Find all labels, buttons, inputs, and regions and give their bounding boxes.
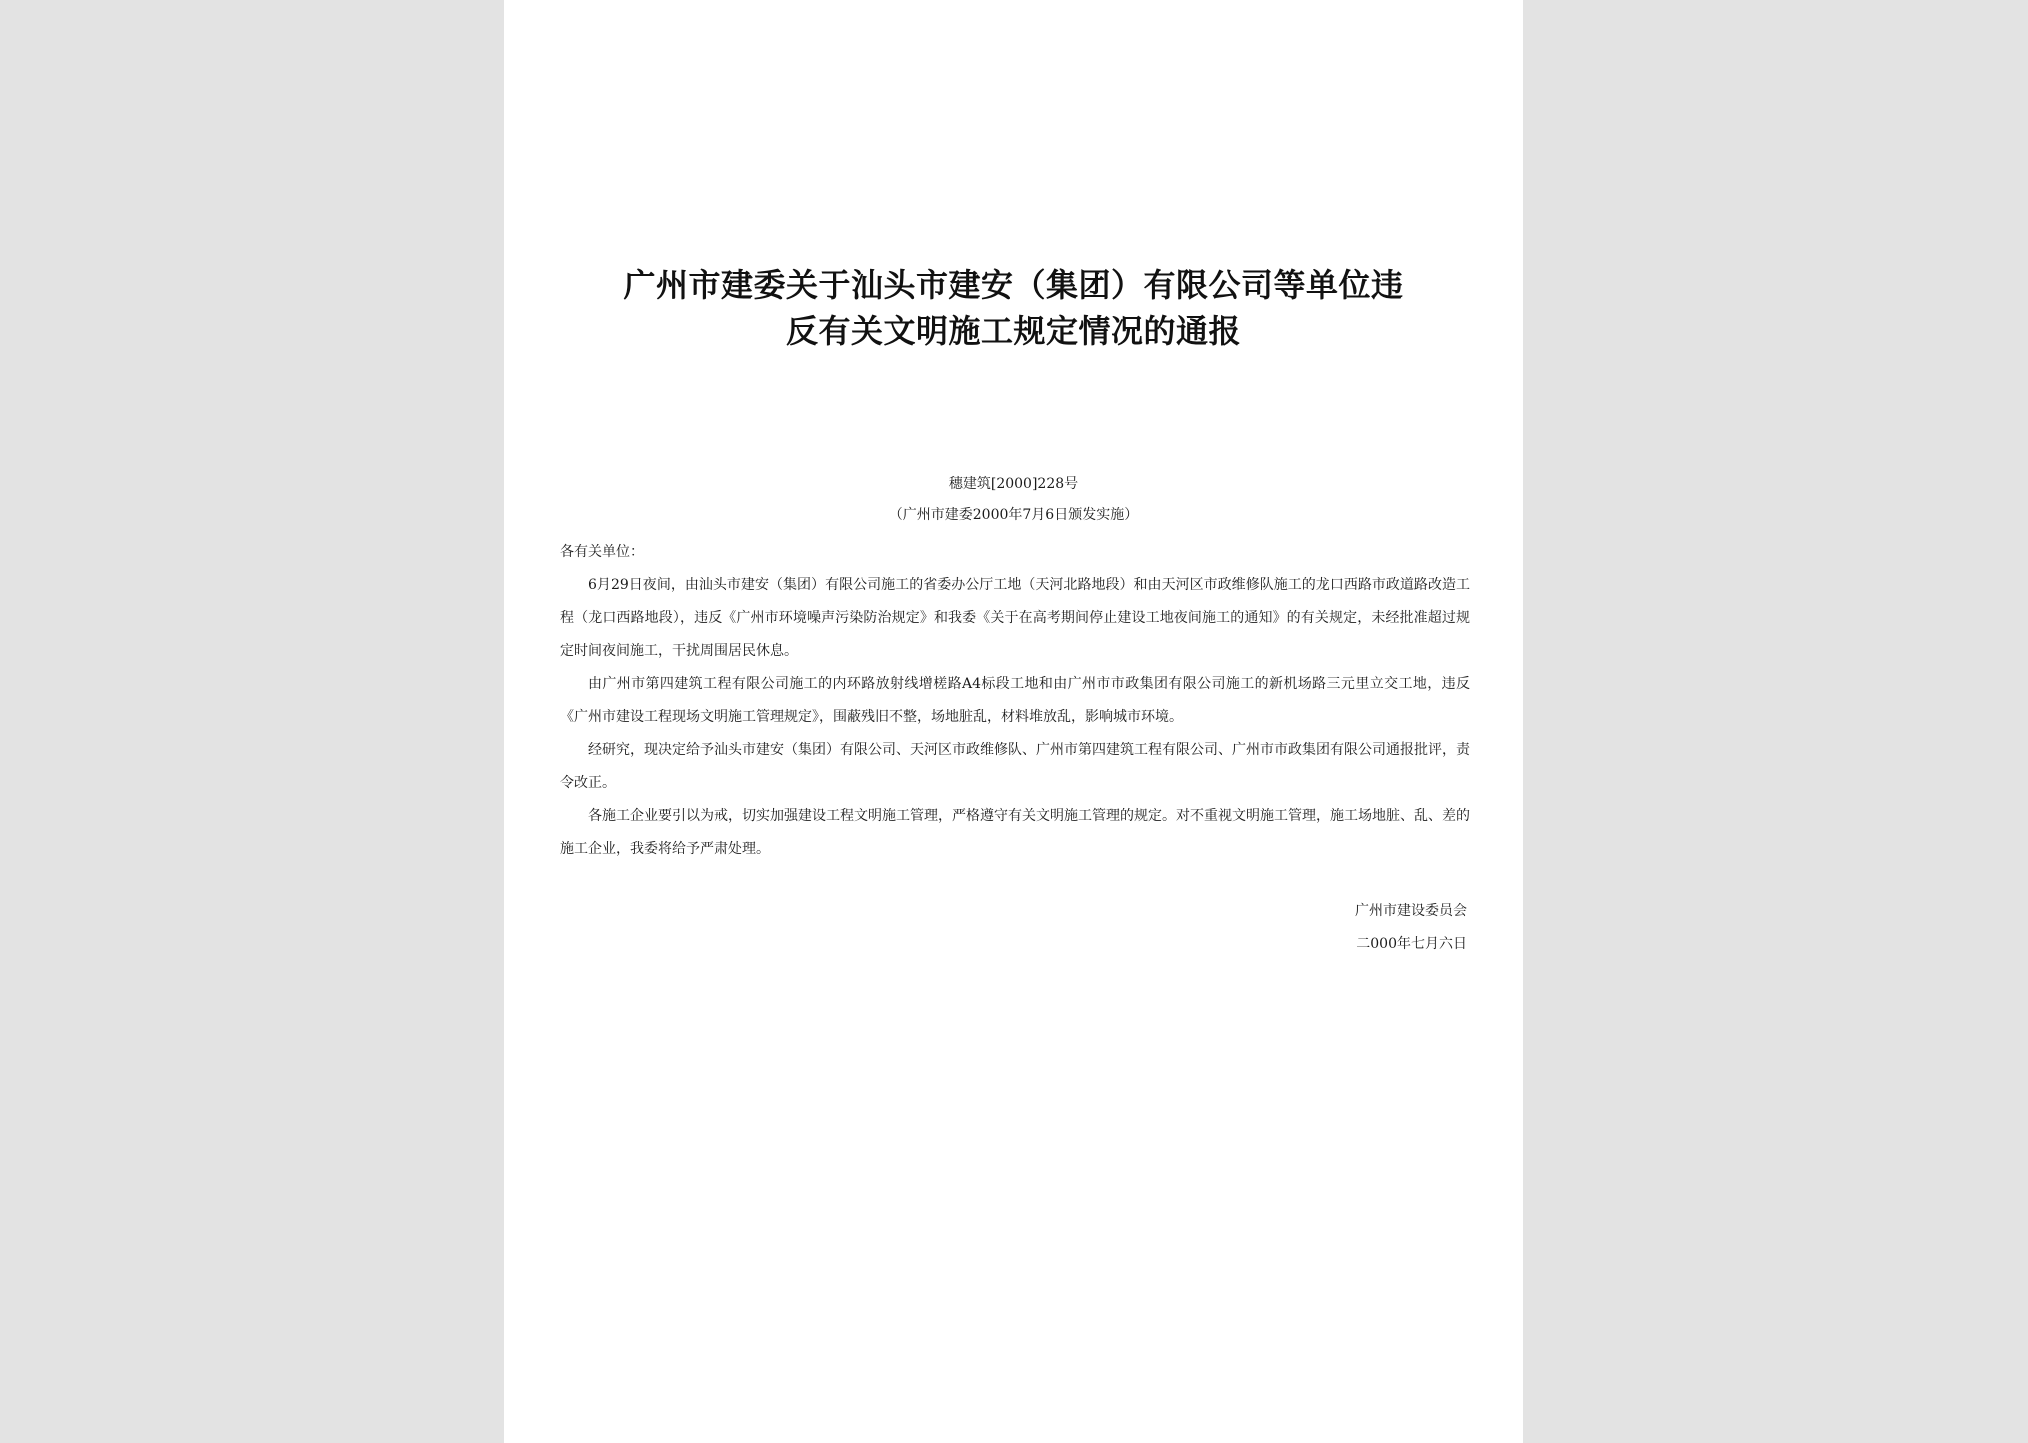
document-page	[504, 0, 1523, 1443]
document-title	[504, 262, 1523, 354]
signature-org: 广州市建设委员会	[1355, 903, 1467, 919]
title-line-2: 反有关文明施工规定情况的通报	[785, 312, 1241, 350]
document-body	[560, 536, 1470, 866]
title-line-1: 广州市建委关于汕头市建安（集团）有限公司等单位违	[623, 266, 1404, 304]
signature-block	[1355, 895, 1467, 961]
paragraph-1: 6月29日夜间，由汕头市建安（集团）有限公司施工的省委办公厅工地（天河北路地段）和由天河区市政维修队施工的龙口西路市政道路改造工程（龙口西路地段），违反《广州市环境噪声污染防治规定》和我委《关于在高考期间停止建设工地夜间施工的通知》的有关规定，未经批准超过规定时间夜间施工，干扰周围居民休息。	[560, 577, 1470, 659]
salutation: 各有关单位：	[560, 544, 644, 560]
paragraph-3: 经研究，现决定给予汕头市建安（集团）有限公司、天河区市政维修队、广州市第四建筑工程有限公司、广州市市政集团有限公司通报批评，责令改正。	[560, 742, 1470, 791]
document-number: 穗建筑[2000]228号	[948, 476, 1079, 492]
paragraph-4: 各施工企业要引以为戒，切实加强建设工程文明施工管理，严格遵守有关文明施工管理的规定。对不重视文明施工管理，施工场地脏、乱、差的施工企业，我委将给予严肃处理。	[560, 808, 1470, 857]
issued-note: （广州市建委2000年7月6日颁发实施）	[888, 507, 1139, 523]
signature-date: 二000年七月六日	[1356, 936, 1467, 952]
paragraph-2: 由广州市第四建筑工程有限公司施工的内环路放射线增槎路A4标段工地和由广州市市政集团有限公司施工的新机场路三元里立交工地，违反《广州市建设工程现场文明施工管理规定》，围蔽残旧不整，场地脏乱，材料堆放乱，影响城市环境。	[560, 676, 1470, 725]
